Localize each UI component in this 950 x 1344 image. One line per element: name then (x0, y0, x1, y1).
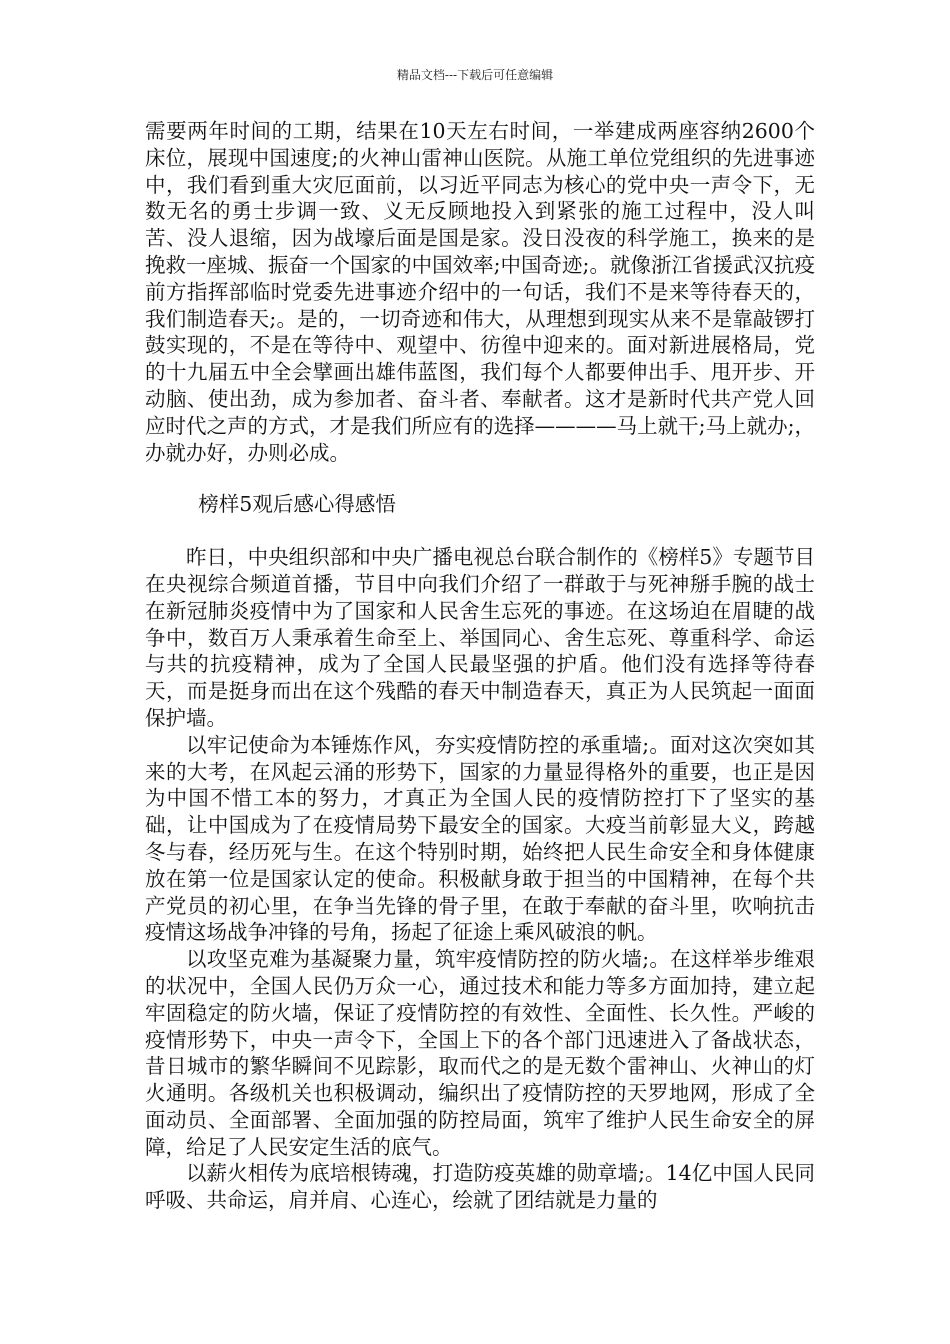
paragraph: 以薪火相传为底培根铸魂，打造防疫英雄的勋章墙;。14亿中国人民同呼吸、共命运，肩并肩、心连心，绘就了团结就是力量的 (145, 1161, 815, 1213)
page-header: 精品文档---下载后可任意编辑 (396, 68, 554, 82)
section-heading: 榜样5观后感心得感悟 (198, 492, 396, 517)
paragraph: 以牢记使命为本锤炼作风，夯实疫情防控的承重墙;。面对这次突如其来的大考，在风起云涌的形势下，国家的力量显得格外的重要，也正是因为中国不惜工本的努力，才真正为全国人民的疫情防控打下了坚实的基础，让中国成为了在疫情局势下最安全的国家。大疫当前彰显大义，跨越冬与春，经历死与生。在这个特别时期，始终把人民生命安全和身体健康放在第一位是国家认定的使命。积极献身敢于担当的中国精神，在每个共产党员的初心里，在争当先锋的骨子里，在敢于奉献的奋斗里，吹响抗击疫情这场战争冲锋的号角，扬起了征途上乘风破浪的帆。 (145, 732, 815, 945)
paragraph: 昨日，中央组织部和中央广播电视总台联合制作的《榜样5》专题节目在央视综合频道首播，节目中向我们介绍了一群敢于与死神掰手腕的战士在新冠肺炎疫情中为了国家和人民舍生忘死的事迹。在这场迫在眉睫的战争中，数百万人秉承着生命至上、举国同心、舍生忘死、尊重科学、命运与共的抗疫精神，成为了全国人民最坚强的护盾。他们没有选择等待春天，而是挺身而出在这个残酷的春天中制造春天，真正为人民筑起一面面保护墙。 (145, 545, 815, 730)
paragraph-intro: 需要两年时间的工期，结果在10天左右时间，一举建成两座容纳2600个床位，展现中国速度;的火神山雷神山医院。从施工单位党组织的先进事迹中，我们看到重大灾厄面前，以习近平同志为核心的党中央一声令下，无数无名的勇士步调一致、义无反顾地投入到紧张的施工过程中，没人叫苦、没人退缩，因为战壕后面是国是家。没日没夜的科学施工，换来的是挽救一座城、振奋一个国家的中国效率;中国奇迹;。就像浙江省援武汉抗疫前方指挥部临时党委先进事迹介绍中的一句话，我们不是来等待春天的，我们制造春天;。是的，一切奇迹和伟大，从理想到现实从来不是靠敲锣打鼓实现的，不是在等待中、观望中、彷徨中迎来的。面对新进展格局，党的十九届五中全会擘画出雄伟蓝图，我们每个人都要伸出手、甩开步、开动脑、使出劲，成为参加者、奋斗者、奉献者。这才是新时代共产党人回应时代之声的方式，才是我们所应有的选择————马上就干;马上就办;，办就办好，办则必成。 (145, 119, 815, 465)
document-body (145, 118, 815, 1214)
paragraph: 以攻坚克难为基凝聚力量，筑牢疫情防控的防火墙;。在这样举步维艰的状况中，全国人民仍万众一心，通过技术和能力等多方面加持，建立起牢固稳定的防火墙，保证了疫情防控的有效性、全面性、长久性。严峻的疫情形势下，中央一声令下，全国上下的各个部门迅速进入了备战状态，昔日城市的繁华瞬间不见踪影，取而代之的是无数个雷神山、火神山的灯火通明。各级机关也积极调动，编织出了疫情防控的天罗地网，形成了全面动员、全面部署、全面加强的防控局面，筑牢了维护人民生命安全的屏障，给足了人民安定生活的底气。 (145, 947, 815, 1159)
